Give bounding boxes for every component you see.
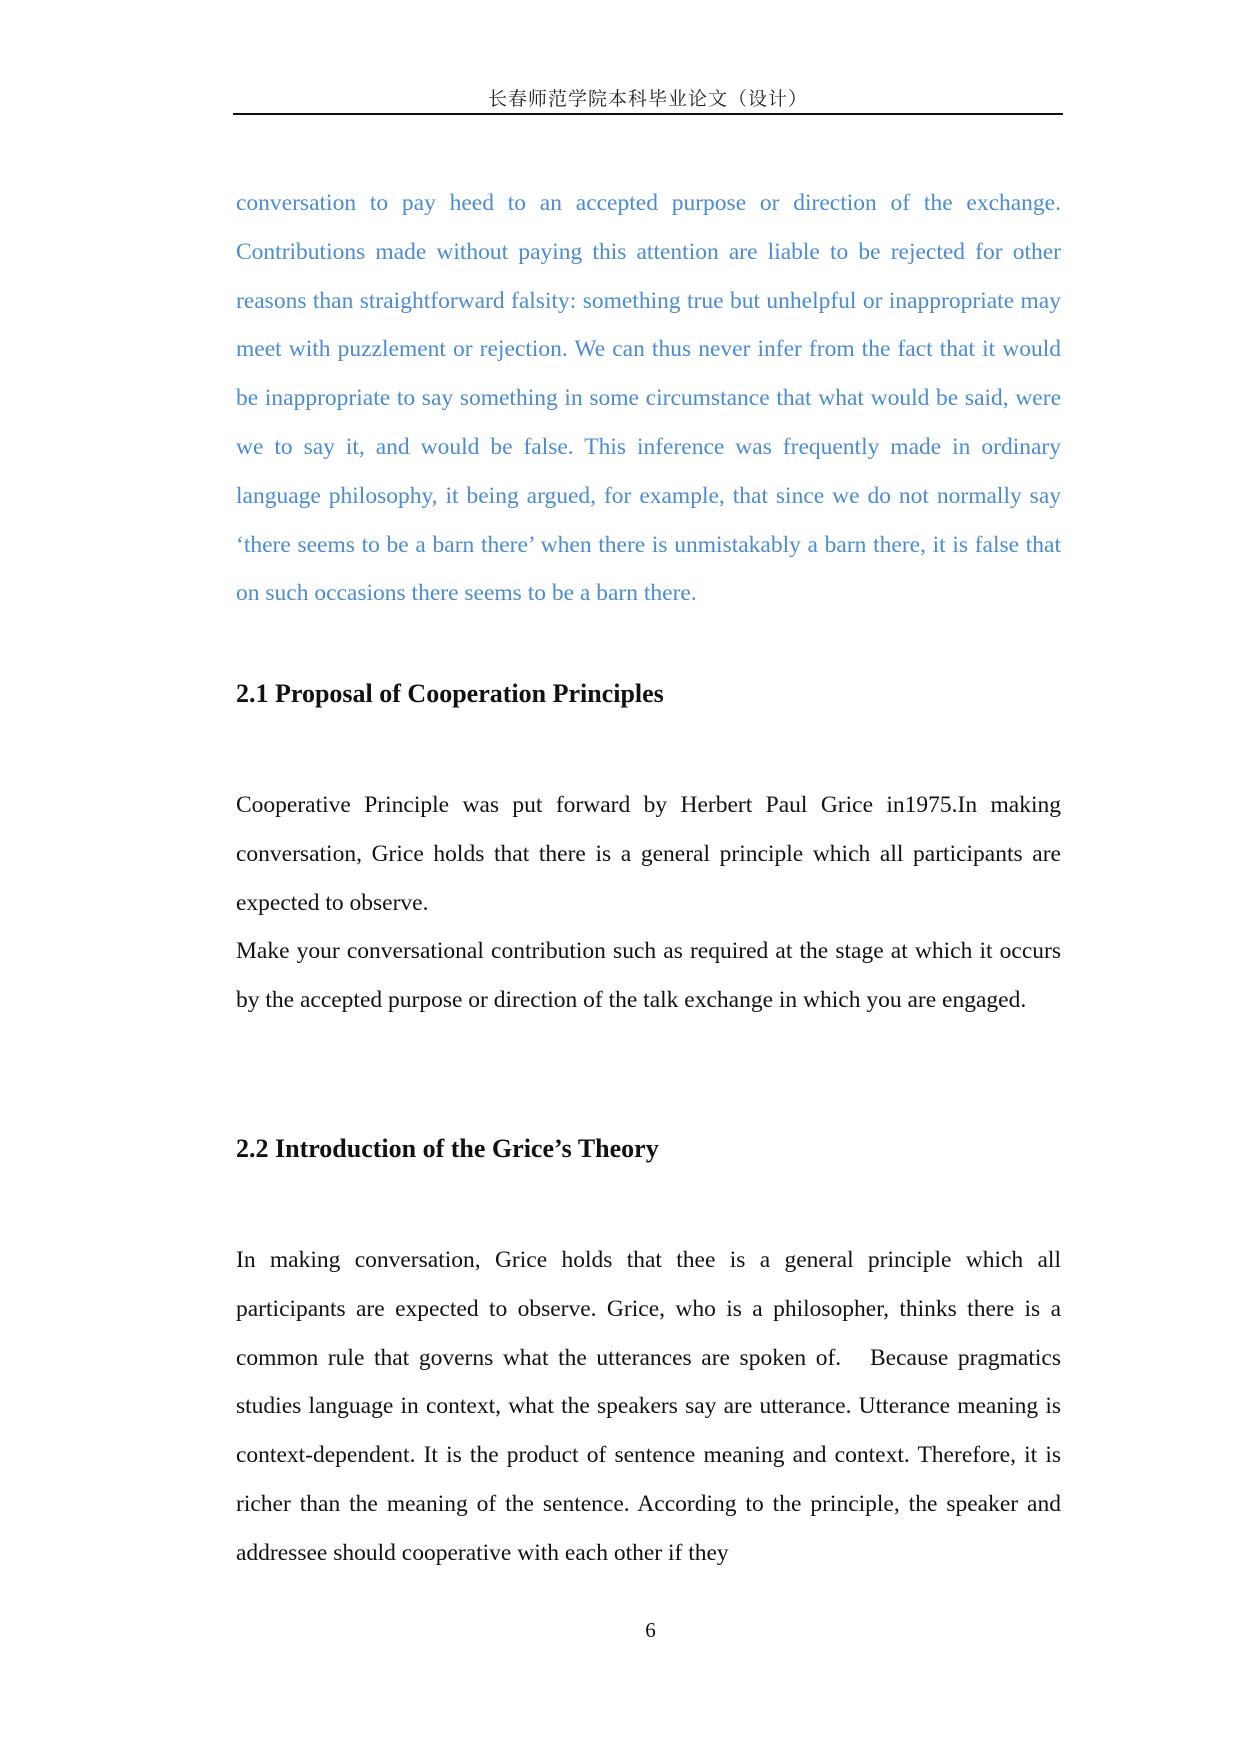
page-number: 6 — [645, 1618, 656, 1642]
header-rule — [233, 113, 1063, 115]
running-header: 长春师范学院本科毕业论文（设计） — [487, 89, 808, 110]
section-2-2-body — [236, 1236, 1067, 1578]
section-2-1-paragraph-1: Cooperative Principle was put forward by Herbert Paul Grice in1975.In making conversation, Grice holds that there is a general principle which all participants are expected to observe. — [236, 792, 1061, 916]
section-2-2-paragraph: In making conversation, Grice holds that thee is a general principle which all participants are expected to observe. Grice, who is a philosopher, thinks there is a common rule that governs what the utterances are spoken of. Because pragmatics studies language in context, what the speakers say are utterance. Utterance meaning is context-dependent. It is the product of sentence meaning and context. Therefore, it is richer than the meaning of the sentence. According to the principle, the speaker and addressee should cooperative with each other if they — [236, 1247, 1067, 1566]
section-2-1-paragraph-2: Make your conversational contribution such as required at the stage at which it occurs by the accepted purpose or direction of the talk exchange in which you are engaged. — [236, 938, 1061, 1014]
section-heading-2-2: 2.2 Introduction of the Grice’s Theory — [236, 1134, 659, 1163]
section-heading-2-1: 2.1 Proposal of Cooperation Principles — [236, 679, 664, 708]
quoted-paragraph: conversation to pay heed to an accepted purpose or direction of the exchange. Contributions made without paying this attention are liable to be rejected for other reasons than straightforward falsity: something true but unhelpful or inappropriate may meet with puzzlement or rejection. We can thus never infer from the fact that it would be inappropriate to say something in some circumstance that what would be said, were we to say it, and would be false. This inference was frequently made in ordinary language philosophy, it being argued, for example, that since we do not normally say ‘there seems to be a barn there’ when there is unmistakably a barn there, it is false that on such occasions there seems to be a barn there. — [236, 190, 1061, 607]
section-2-1-body — [236, 781, 1061, 1025]
intro-block — [236, 179, 1061, 618]
